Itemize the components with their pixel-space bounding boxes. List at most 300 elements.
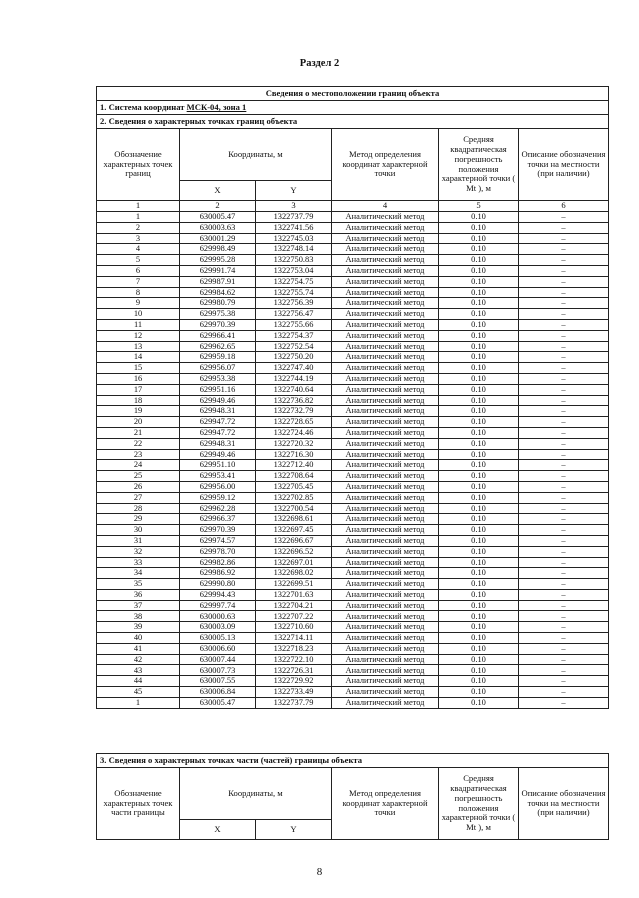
page-number: 8 — [316, 866, 323, 878]
method: Аналитический метод — [332, 611, 439, 622]
error-value: 0.10 — [439, 384, 519, 395]
table-row — [97, 514, 609, 525]
table-row — [97, 697, 609, 708]
y-coordinate: 1322698.02 — [256, 568, 332, 579]
x-coordinate: 629956.07 — [180, 363, 256, 374]
y-coordinate: 1322722.10 — [256, 654, 332, 665]
error-value: 0.10 — [439, 471, 519, 482]
x-coordinate: 629949.46 — [180, 449, 256, 460]
method: Аналитический метод — [332, 687, 439, 698]
table-row — [97, 298, 609, 309]
point-number: 35 — [97, 579, 180, 590]
x-coordinate: 629962.28 — [180, 503, 256, 514]
x-coordinate: 629978.70 — [180, 546, 256, 557]
error-value: 0.10 — [439, 427, 519, 438]
error-value: 0.10 — [439, 395, 519, 406]
description: – — [519, 406, 609, 417]
table-row — [97, 589, 609, 600]
description: – — [519, 471, 609, 482]
error-value: 0.10 — [439, 298, 519, 309]
x-coordinate: 630003.09 — [180, 622, 256, 633]
description: – — [519, 373, 609, 384]
x-coordinate: 629953.41 — [180, 471, 256, 482]
table-row — [97, 535, 609, 546]
method: Аналитический метод — [332, 244, 439, 255]
error-value: 0.10 — [439, 600, 519, 611]
method: Аналитический метод — [332, 330, 439, 341]
y-coordinate: 1322744.19 — [256, 373, 332, 384]
y-coordinate: 1322737.79 — [256, 697, 332, 708]
table-row — [97, 481, 609, 492]
x-coordinate: 629982.86 — [180, 557, 256, 568]
method: Аналитический метод — [332, 287, 439, 298]
y-coordinate: 1322728.65 — [256, 417, 332, 428]
table-row — [97, 654, 609, 665]
error-value: 0.10 — [439, 417, 519, 428]
table-row — [97, 265, 609, 276]
column-number: 3 — [256, 201, 332, 212]
description: – — [519, 438, 609, 449]
method: Аналитический метод — [332, 298, 439, 309]
header-method: Метод определения координат характерной точки — [332, 129, 439, 201]
description: – — [519, 460, 609, 471]
point-number: 7 — [97, 276, 180, 287]
x-coordinate: 629966.37 — [180, 514, 256, 525]
y-coordinate: 1322696.67 — [256, 535, 332, 546]
x-coordinate: 630007.73 — [180, 665, 256, 676]
error-value: 0.10 — [439, 244, 519, 255]
method: Аналитический метод — [332, 406, 439, 417]
x-coordinate: 629959.18 — [180, 352, 256, 363]
description: – — [519, 481, 609, 492]
method: Аналитический метод — [332, 492, 439, 503]
method: Аналитический метод — [332, 654, 439, 665]
description: – — [519, 298, 609, 309]
column-number: 6 — [519, 201, 609, 212]
error-value: 0.10 — [439, 233, 519, 244]
point-number: 18 — [97, 395, 180, 406]
column-number: 2 — [180, 201, 256, 212]
method: Аналитический метод — [332, 341, 439, 352]
x-coordinate: 629986.92 — [180, 568, 256, 579]
table-row — [97, 276, 609, 287]
table-row — [97, 460, 609, 471]
point-number: 33 — [97, 557, 180, 568]
x-coordinate: 629980.79 — [180, 298, 256, 309]
y-coordinate: 1322718.23 — [256, 643, 332, 654]
table-row — [97, 665, 609, 676]
x-coordinate: 629990.80 — [180, 579, 256, 590]
description: – — [519, 352, 609, 363]
part-header-x: X — [180, 820, 256, 840]
method: Аналитический метод — [332, 557, 439, 568]
method: Аналитический метод — [332, 579, 439, 590]
y-coordinate: 1322756.39 — [256, 298, 332, 309]
point-number: 29 — [97, 514, 180, 525]
error-value: 0.10 — [439, 330, 519, 341]
method: Аналитический метод — [332, 600, 439, 611]
method: Аналитический метод — [332, 373, 439, 384]
point-number: 13 — [97, 341, 180, 352]
y-coordinate: 1322710.60 — [256, 622, 332, 633]
table-row — [97, 212, 609, 223]
description: – — [519, 363, 609, 374]
point-number: 20 — [97, 417, 180, 428]
table-row — [97, 244, 609, 255]
x-coordinate: 629987.91 — [180, 276, 256, 287]
table-row — [97, 643, 609, 654]
method: Аналитический метод — [332, 222, 439, 233]
method: Аналитический метод — [332, 319, 439, 330]
column-number: 5 — [439, 201, 519, 212]
method: Аналитический метод — [332, 665, 439, 676]
method: Аналитический метод — [332, 309, 439, 320]
section-title: Раздел 2 — [299, 58, 340, 69]
x-coordinate: 630005.47 — [180, 697, 256, 708]
y-coordinate: 1322750.83 — [256, 255, 332, 266]
point-number: 25 — [97, 471, 180, 482]
description: – — [519, 417, 609, 428]
column-numbers-row — [97, 201, 609, 212]
point-number: 39 — [97, 622, 180, 633]
y-coordinate: 1322705.45 — [256, 481, 332, 492]
x-coordinate: 629991.74 — [180, 265, 256, 276]
error-value: 0.10 — [439, 438, 519, 449]
description: – — [519, 600, 609, 611]
x-coordinate: 629956.00 — [180, 481, 256, 492]
method: Аналитический метод — [332, 427, 439, 438]
y-coordinate: 1322714.11 — [256, 633, 332, 644]
error-value: 0.10 — [439, 481, 519, 492]
point-number: 38 — [97, 611, 180, 622]
x-coordinate: 630005.47 — [180, 212, 256, 223]
method: Аналитический метод — [332, 471, 439, 482]
method: Аналитический метод — [332, 633, 439, 644]
y-coordinate: 1322740.64 — [256, 384, 332, 395]
point-number: 11 — [97, 319, 180, 330]
error-value: 0.10 — [439, 287, 519, 298]
error-value: 0.10 — [439, 222, 519, 233]
point-number: 24 — [97, 460, 180, 471]
y-coordinate: 1322701.63 — [256, 589, 332, 600]
points-section-title: 2. Сведения о характерных точках границ объекта — [97, 115, 609, 129]
y-coordinate: 1322729.92 — [256, 676, 332, 687]
method: Аналитический метод — [332, 384, 439, 395]
description: – — [519, 697, 609, 708]
point-number: 45 — [97, 687, 180, 698]
point-number: 41 — [97, 643, 180, 654]
x-coordinate: 629974.57 — [180, 535, 256, 546]
y-coordinate: 1322732.79 — [256, 406, 332, 417]
y-coordinate: 1322702.85 — [256, 492, 332, 503]
table-row — [97, 676, 609, 687]
description: – — [519, 384, 609, 395]
y-coordinate: 1322698.61 — [256, 514, 332, 525]
x-coordinate: 630007.44 — [180, 654, 256, 665]
error-value: 0.10 — [439, 363, 519, 374]
description: – — [519, 546, 609, 557]
description: – — [519, 633, 609, 644]
description: – — [519, 319, 609, 330]
table-row — [97, 233, 609, 244]
x-coordinate: 629951.16 — [180, 384, 256, 395]
point-number: 37 — [97, 600, 180, 611]
error-value: 0.10 — [439, 406, 519, 417]
description: – — [519, 557, 609, 568]
error-value: 0.10 — [439, 525, 519, 536]
y-coordinate: 1322753.04 — [256, 265, 332, 276]
point-number: 26 — [97, 481, 180, 492]
point-number: 14 — [97, 352, 180, 363]
error-value: 0.10 — [439, 309, 519, 320]
error-value: 0.10 — [439, 460, 519, 471]
point-number: 4 — [97, 244, 180, 255]
part-section-title: 3. Сведения о характерных точках части (частей) границы объекта — [97, 754, 609, 768]
point-number: 34 — [97, 568, 180, 579]
error-value: 0.10 — [439, 319, 519, 330]
table-row — [97, 287, 609, 298]
error-value: 0.10 — [439, 589, 519, 600]
x-coordinate: 629947.72 — [180, 427, 256, 438]
description: – — [519, 687, 609, 698]
error-value: 0.10 — [439, 535, 519, 546]
error-value: 0.10 — [439, 643, 519, 654]
method: Аналитический метод — [332, 233, 439, 244]
error-value: 0.10 — [439, 654, 519, 665]
y-coordinate: 1322747.40 — [256, 363, 332, 374]
table-row — [97, 525, 609, 536]
table-row — [97, 471, 609, 482]
description: – — [519, 244, 609, 255]
table-row — [97, 503, 609, 514]
table-row — [97, 492, 609, 503]
point-number: 10 — [97, 309, 180, 320]
x-coordinate: 629995.28 — [180, 255, 256, 266]
point-number: 2 — [97, 222, 180, 233]
coordinate-system-label: 1. Система координат — [100, 101, 187, 112]
method: Аналитический метод — [332, 546, 439, 557]
x-coordinate: 629951.10 — [180, 460, 256, 471]
error-value: 0.10 — [439, 352, 519, 363]
y-coordinate: 1322736.82 — [256, 395, 332, 406]
description: – — [519, 535, 609, 546]
description: – — [519, 589, 609, 600]
description: – — [519, 222, 609, 233]
table-row — [97, 341, 609, 352]
description: – — [519, 233, 609, 244]
point-number: 42 — [97, 654, 180, 665]
point-number: 8 — [97, 287, 180, 298]
table-row — [97, 611, 609, 622]
y-coordinate: 1322737.79 — [256, 212, 332, 223]
y-coordinate: 1322716.30 — [256, 449, 332, 460]
point-number: 1 — [97, 697, 180, 708]
x-coordinate: 629947.72 — [180, 417, 256, 428]
table-row — [97, 579, 609, 590]
error-value: 0.10 — [439, 492, 519, 503]
description: – — [519, 579, 609, 590]
table-row — [97, 546, 609, 557]
y-coordinate: 1322712.40 — [256, 460, 332, 471]
table-row — [97, 633, 609, 644]
error-value: 0.10 — [439, 265, 519, 276]
y-coordinate: 1322755.74 — [256, 287, 332, 298]
y-coordinate: 1322755.66 — [256, 319, 332, 330]
description: – — [519, 514, 609, 525]
error-value: 0.10 — [439, 546, 519, 557]
y-coordinate: 1322696.52 — [256, 546, 332, 557]
table-row — [97, 600, 609, 611]
x-coordinate: 629966.41 — [180, 330, 256, 341]
point-number: 6 — [97, 265, 180, 276]
error-value: 0.10 — [439, 373, 519, 384]
description: – — [519, 568, 609, 579]
y-coordinate: 1322720.32 — [256, 438, 332, 449]
method: Аналитический метод — [332, 643, 439, 654]
point-number: 19 — [97, 406, 180, 417]
part-boundary-points-table — [96, 753, 609, 840]
x-coordinate: 630006.84 — [180, 687, 256, 698]
description: – — [519, 676, 609, 687]
table-row — [97, 384, 609, 395]
description: – — [519, 341, 609, 352]
point-number: 40 — [97, 633, 180, 644]
x-coordinate: 630006.60 — [180, 643, 256, 654]
description: – — [519, 654, 609, 665]
coordinate-system-row — [97, 101, 609, 115]
table-row — [97, 687, 609, 698]
table-row — [97, 557, 609, 568]
method: Аналитический метод — [332, 525, 439, 536]
method: Аналитический метод — [332, 460, 439, 471]
y-coordinate: 1322752.54 — [256, 341, 332, 352]
x-coordinate: 629953.38 — [180, 373, 256, 384]
point-number: 32 — [97, 546, 180, 557]
description: – — [519, 276, 609, 287]
point-number: 5 — [97, 255, 180, 266]
y-coordinate: 1322754.37 — [256, 330, 332, 341]
point-number: 15 — [97, 363, 180, 374]
method: Аналитический метод — [332, 395, 439, 406]
y-coordinate: 1322697.01 — [256, 557, 332, 568]
x-coordinate: 629962.65 — [180, 341, 256, 352]
point-number: 17 — [97, 384, 180, 395]
description: – — [519, 287, 609, 298]
y-coordinate: 1322754.75 — [256, 276, 332, 287]
x-coordinate: 630001.29 — [180, 233, 256, 244]
point-number: 30 — [97, 525, 180, 536]
table-row — [97, 622, 609, 633]
x-coordinate: 629948.31 — [180, 438, 256, 449]
point-number: 9 — [97, 298, 180, 309]
y-coordinate: 1322748.14 — [256, 244, 332, 255]
table-row — [97, 255, 609, 266]
error-value: 0.10 — [439, 676, 519, 687]
method: Аналитический метод — [332, 676, 439, 687]
y-coordinate: 1322750.20 — [256, 352, 332, 363]
y-coordinate: 1322733.49 — [256, 687, 332, 698]
y-coordinate: 1322756.47 — [256, 309, 332, 320]
method: Аналитический метод — [332, 514, 439, 525]
x-coordinate: 629949.46 — [180, 395, 256, 406]
x-coordinate: 629959.12 — [180, 492, 256, 503]
part-header-coordinates: Координаты, м — [180, 768, 332, 820]
method: Аналитический метод — [332, 212, 439, 223]
method: Аналитический метод — [332, 697, 439, 708]
method: Аналитический метод — [332, 276, 439, 287]
error-value: 0.10 — [439, 255, 519, 266]
error-value: 0.10 — [439, 449, 519, 460]
x-coordinate: 630005.13 — [180, 633, 256, 644]
part-header-y: Y — [256, 820, 332, 840]
x-coordinate: 629970.39 — [180, 319, 256, 330]
description: – — [519, 492, 609, 503]
description: – — [519, 503, 609, 514]
point-number: 1 — [97, 212, 180, 223]
x-coordinate: 629994.43 — [180, 589, 256, 600]
method: Аналитический метод — [332, 363, 439, 374]
description: – — [519, 395, 609, 406]
y-coordinate: 1322724.46 — [256, 427, 332, 438]
x-coordinate: 629970.39 — [180, 525, 256, 536]
method: Аналитический метод — [332, 568, 439, 579]
y-coordinate: 1322699.51 — [256, 579, 332, 590]
point-number: 16 — [97, 373, 180, 384]
error-value: 0.10 — [439, 665, 519, 676]
method: Аналитический метод — [332, 438, 439, 449]
y-coordinate: 1322704.21 — [256, 600, 332, 611]
error-value: 0.10 — [439, 568, 519, 579]
description: – — [519, 309, 609, 320]
point-number: 44 — [97, 676, 180, 687]
table-row — [97, 438, 609, 449]
point-number: 28 — [97, 503, 180, 514]
method: Аналитический метод — [332, 481, 439, 492]
method: Аналитический метод — [332, 589, 439, 600]
error-value: 0.10 — [439, 557, 519, 568]
y-coordinate: 1322708.64 — [256, 471, 332, 482]
description: – — [519, 265, 609, 276]
point-number: 36 — [97, 589, 180, 600]
part-header-error: Средняя квадратическая погрешность положения характерной точки ( Mt ), м — [439, 768, 519, 840]
table-row — [97, 568, 609, 579]
y-coordinate: 1322741.56 — [256, 222, 332, 233]
table-row — [97, 427, 609, 438]
description: – — [519, 427, 609, 438]
table-row — [97, 373, 609, 384]
header-coordinates: Координаты, м — [180, 129, 332, 181]
point-number: 22 — [97, 438, 180, 449]
point-number: 23 — [97, 449, 180, 460]
part-header-designation: Обозначение характерных точек части границы — [97, 768, 180, 840]
table-row — [97, 406, 609, 417]
error-value: 0.10 — [439, 514, 519, 525]
description: – — [519, 525, 609, 536]
y-coordinate: 1322700.54 — [256, 503, 332, 514]
description: – — [519, 611, 609, 622]
description: – — [519, 622, 609, 633]
table-row — [97, 222, 609, 233]
point-number: 43 — [97, 665, 180, 676]
header-x: X — [180, 181, 256, 201]
part-header-method: Метод определения координат характерной точки — [332, 768, 439, 840]
x-coordinate: 630003.63 — [180, 222, 256, 233]
x-coordinate: 629984.62 — [180, 287, 256, 298]
table-title: Сведения о местоположении границ объекта — [97, 87, 609, 101]
description: – — [519, 330, 609, 341]
table-row — [97, 319, 609, 330]
x-coordinate: 629948.31 — [180, 406, 256, 417]
